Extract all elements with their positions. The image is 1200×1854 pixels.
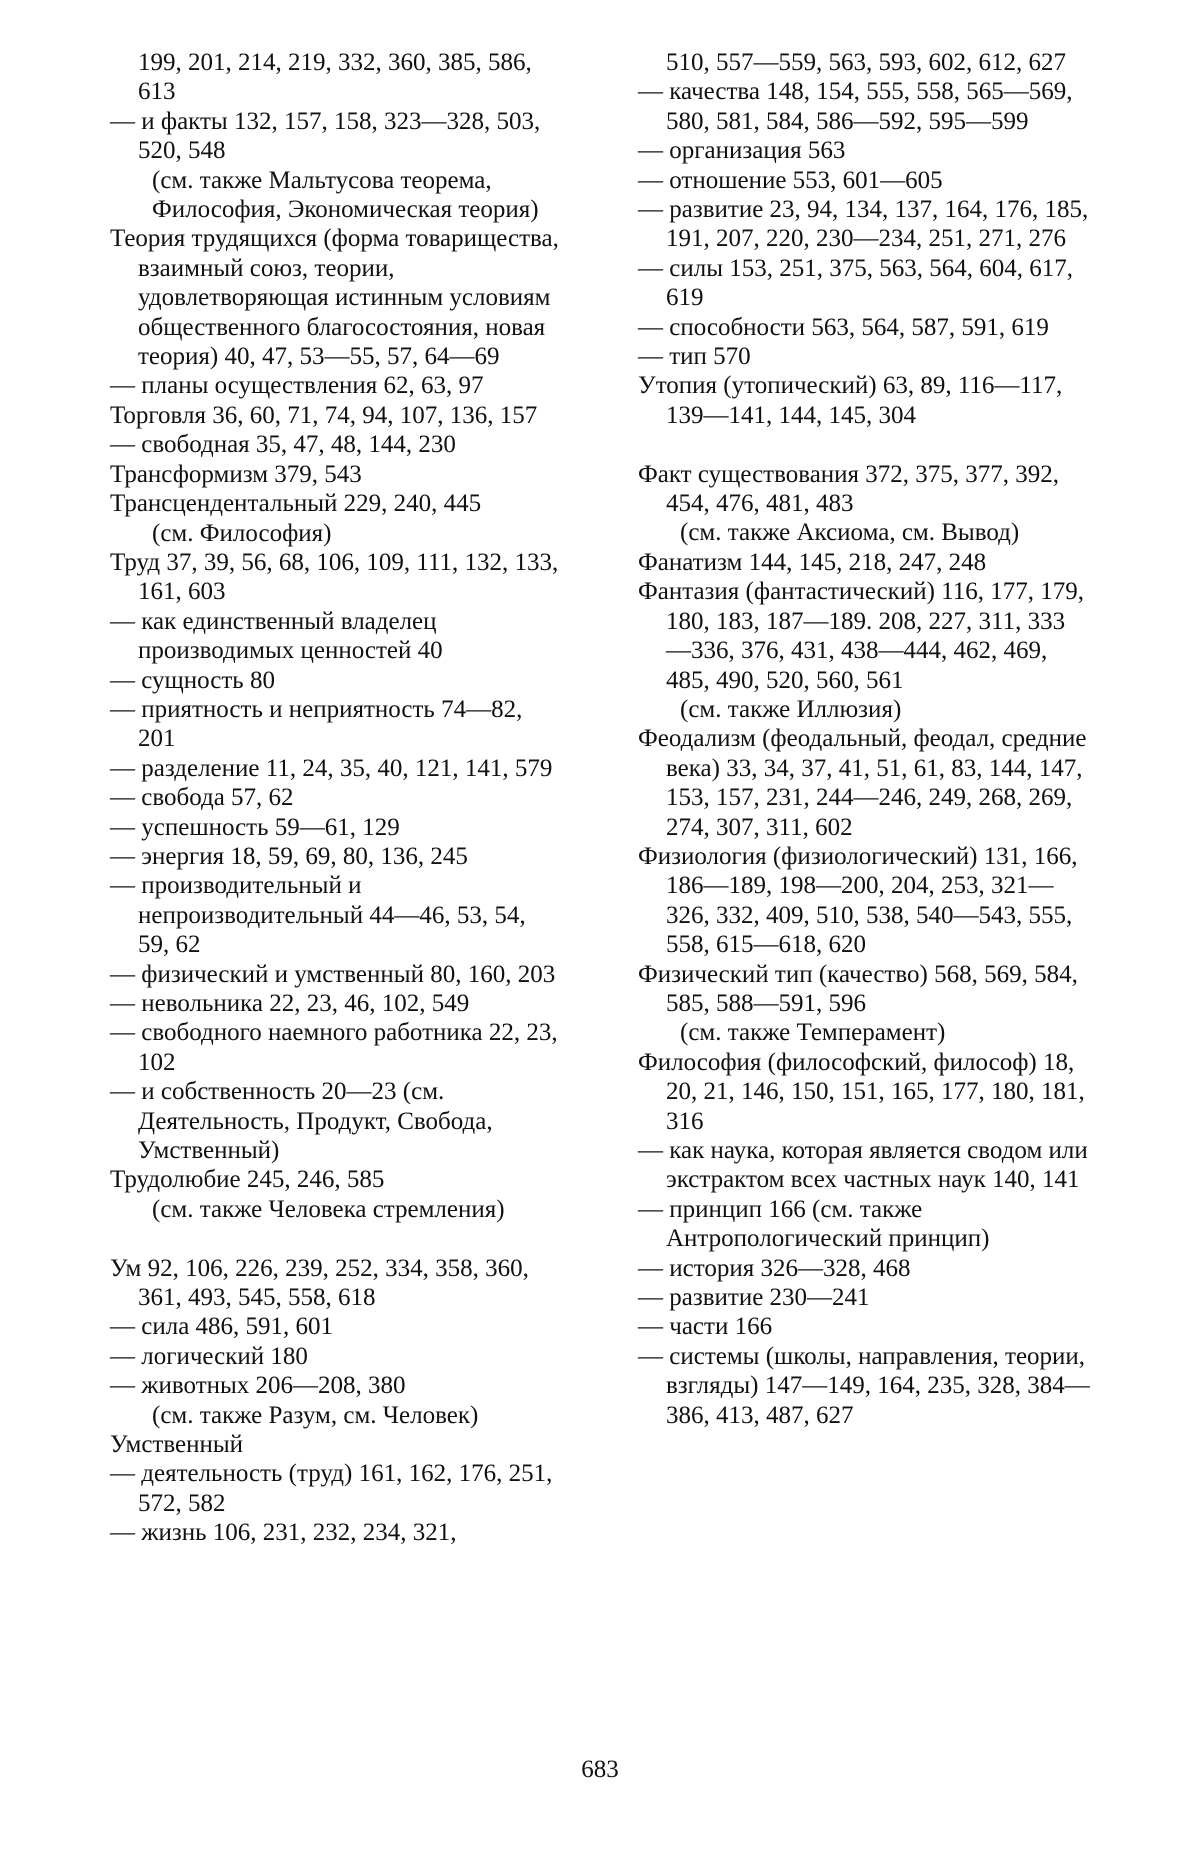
index-entry: — принцип 166 (см. также Антропологический принцип) [638,1195,990,1253]
index-entry: — свободная 35, 47, 48, 144, 230 [110,431,456,459]
index-entry: — отношение 553, 601—605 [638,166,943,194]
index-entry: Труд 37, 39, 56, 68, 106, 109, 111, 132, 133, 161, 603 [110,548,559,606]
index-entry: — жизнь 106, 231, 232, 234, 321, [110,1519,457,1547]
index-entry: — силы 153, 251, 375, 563, 564, 604, 617, 619 [638,254,1073,312]
index-entry: — как наука, которая является сводом или экстрактом всех частных наук 140, 141 [638,1137,1088,1194]
index-entry: Утопия (утопический) 63, 89, 116—117, 139—141, 144, 145, 304 [638,372,1063,429]
index-entry: Фанатизм 144, 145, 218, 247, 248 [638,548,987,576]
index-entry: Феодализм (феодальный, феодал, средние века) 33, 34, 37, 41, 51, 61, 83, 144, 147, 153, 157, 231, 244—246, 249, 268, 269, 274, 307, 311, 602 [638,725,1087,841]
entry-continuation: 510, 557—559, 563, 593, 602, 612, 627 [666,49,1066,76]
cross-reference: (см. также Темперамент) [680,1019,946,1047]
index-entry: Ум 92, 106, 226, 239, 252, 334, 358, 360, 361, 493, 545, 558, 618 [110,1254,529,1312]
index-entry: — организация 563 [638,137,846,165]
index-entry: — животных 206—208, 380 [110,1372,406,1400]
index-entry: — энергия 18, 59, 69, 80, 136, 245 [110,842,468,870]
index-entry: Трудолюбие 245, 246, 585 [110,1166,385,1194]
index-entry: Факт существования 372, 375, 377, 392, 454, 476, 481, 483 [638,460,1060,518]
index-entry: — невольника 22, 23, 46, 102, 549 [110,990,470,1017]
index-entry: Трансцендентальный 229, 240, 445 [110,490,482,518]
index-entry: — деятельность (труд) 161, 162, 176, 251, 572, 582 [110,1460,553,1517]
index-entry: Физический тип (качество) 568, 569, 584, 585, 588—591, 596 [638,960,1078,1017]
cross-reference: (см. Философия) [152,519,332,547]
cross-reference: (см. также Разум, см. Человек) [152,1401,479,1429]
index-entry: Умственный [110,1431,244,1459]
index-column-left [110,48,560,1548]
index-entry: — качества 148, 154, 555, 558, 565—569, 580, 581, 584, 586—592, 595—599 [638,78,1073,135]
index-entry: — способности 563, 564, 587, 591, 619 [638,313,1049,341]
index-entry: Физиология (физиологический) 131, 166, 186—189, 198—200, 204, 253, 321—326, 332, 409, 510, 538, 540—543, 555, 558, 615—618, 620 [638,842,1078,959]
cross-reference: (см. также Иллюзия) [680,695,902,723]
index-entry: — логический 180 [110,1342,308,1370]
index-entry: Трансформизм 379, 543 [110,460,362,488]
index-entry: — сила 486, 591, 601 [110,1313,334,1341]
entry-gap [638,430,1090,459]
index-entry: — развитие 23, 94, 134, 137, 164, 176, 185, 191, 207, 220, 230—234, 251, 271, 276 [638,196,1089,253]
cross-reference: (см. также Человека стремления) [152,1195,505,1223]
index-entry: — производительный и непроизводительный 44—46, 53, 54, 59, 62 [110,872,526,959]
index-entry: — и собственность 20—23 (см. Деятельность, Продукт, Свобода, Умственный) [110,1078,493,1165]
index-entry: — свободного наемного работника 22, 23, 102 [110,1019,558,1076]
index-entry: Теория трудящихся (форма товарищества, взаимный союз, теории, удовлетворяющая истинным условиям общественного благосостояния, новая теория) 40, 47, 53—55, 57, 64—69 [110,225,559,371]
index-entry: — приятность и неприятность 74—82, 201 [110,695,523,753]
index-entry: — и факты 132, 157, 158, 323—328, 503, 520, 548 [110,107,541,165]
index-entry: — успешность 59—61, 129 [110,813,400,841]
index-entry: — части 166 [638,1313,773,1341]
index-entry: Фантазия (фантастический) 116, 177, 179, 180, 183, 187—189. 208, 227, 311, 333—336, 376, 431, 438—444, 462, 469, 485, 490, 520, 560, 561 [638,578,1084,694]
entry-gap [110,1224,560,1253]
cross-reference: (см. также Мальтусова теорема, Философия, Экономическая теория) [152,166,539,224]
entry-continuation: 199, 201, 214, 219, 332, 360, 385, 586, 613 [138,49,532,106]
index-entry: — физический и умственный 80, 160, 203 [110,960,556,988]
index-entry: — системы (школы, направления, теории, взгляды) 147—149, 164, 235, 328, 384—386, 413, 487, 627 [638,1342,1090,1429]
index-column-right [638,48,1090,1430]
index-entry: Философия (философский, философ) 18, 20, 21, 146, 150, 151, 165, 177, 180, 181, 316 [638,1048,1085,1135]
index-entry: Торговля 36, 60, 71, 74, 94, 107, 136, 157 [110,401,538,429]
cross-reference: (см. также Аксиома, см. Вывод) [680,519,1020,547]
page-number: 683 [581,1756,619,1783]
index-entry: — разделение 11, 24, 35, 40, 121, 141, 579 [110,754,553,782]
index-entry: — сущность 80 [110,666,275,694]
index-entry: — история 326—328, 468 [638,1254,911,1282]
index-entry: — развитие 230—241 [638,1284,870,1312]
index-entry: — планы осуществления 62, 63, 97 [110,372,484,400]
index-entry: — свобода 57, 62 [110,784,294,812]
index-entry: — тип 570 [638,343,751,371]
index-entry: — как единственный владелец производимых ценностей 40 [110,607,443,665]
